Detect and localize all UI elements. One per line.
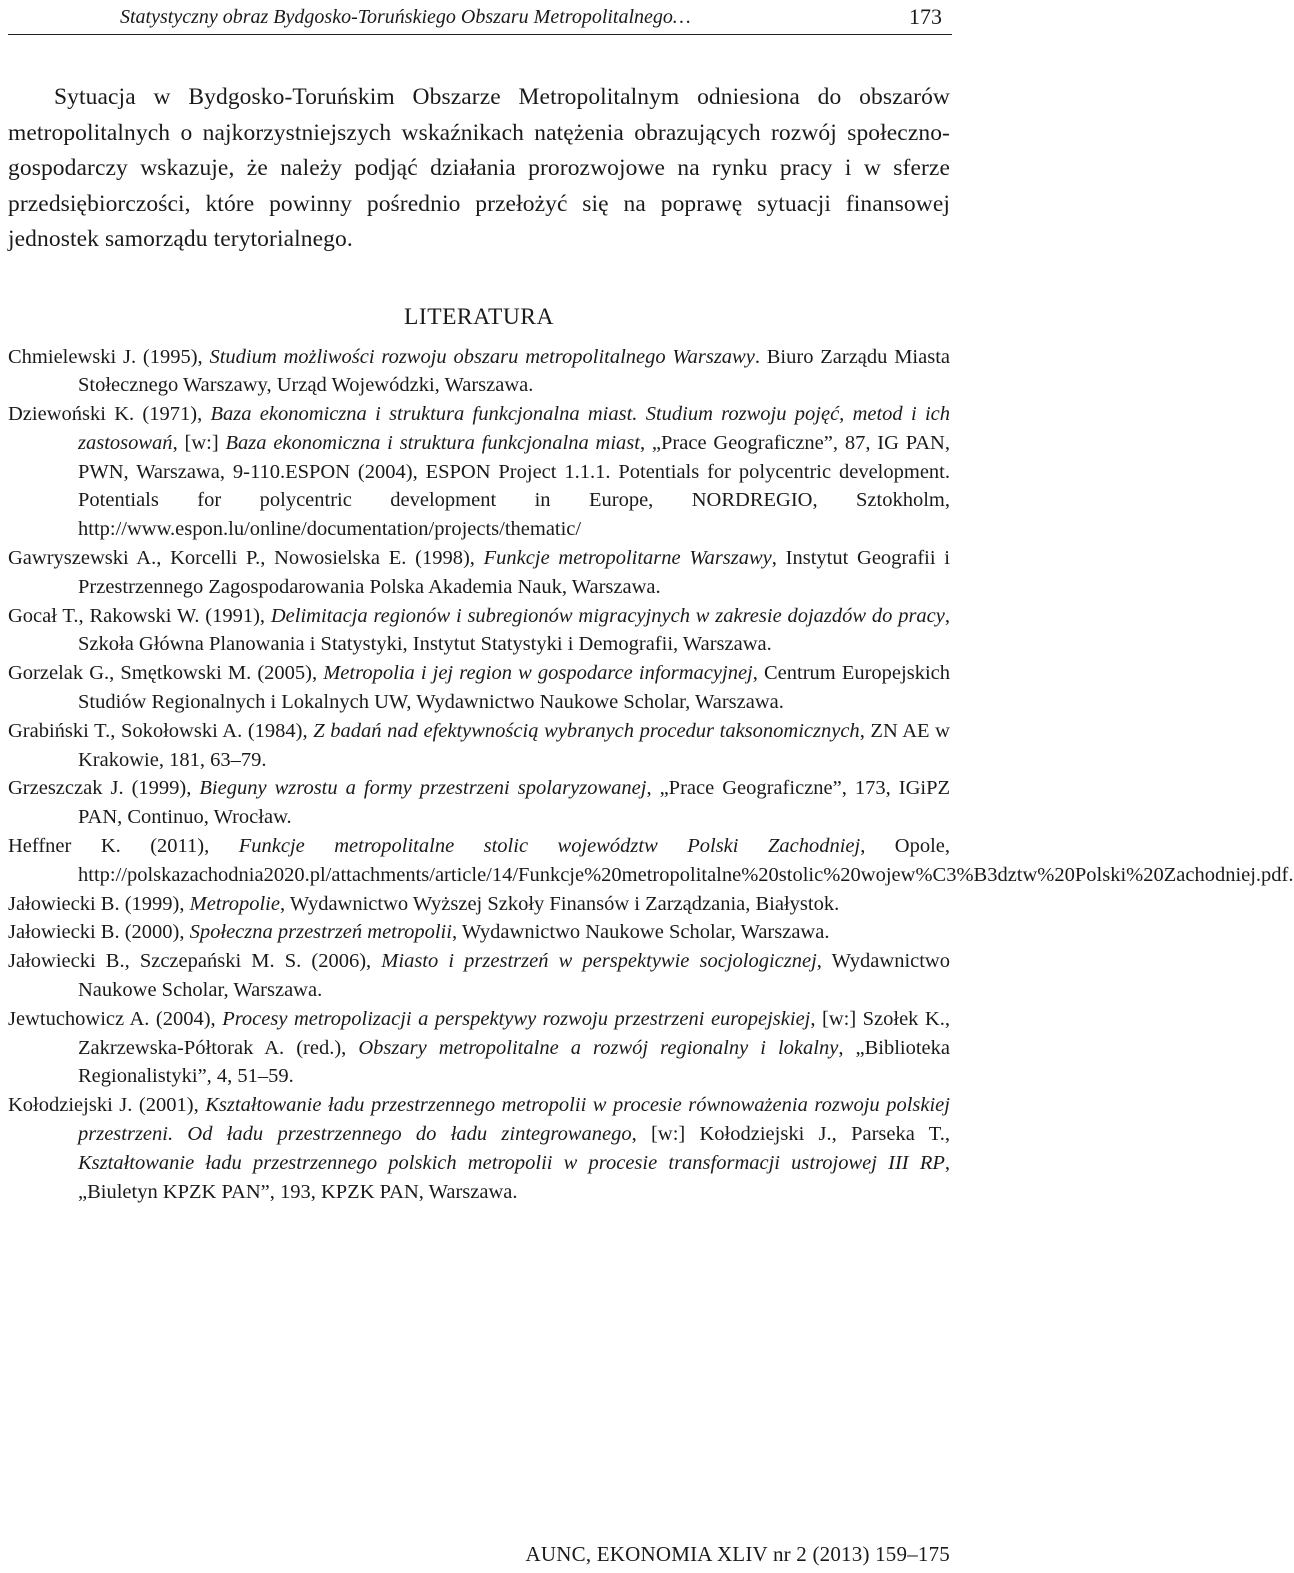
reference-item: Dziewoński K. (1971), Baza ekonomiczna i struktura funkcjonalna miast. Studium rozwoju pojęć, metod i ich zastosowań, [w:] Baza ekonomiczna i struktura funkcjonalna miast, „Prace Geograficzne”, 87, IG PAN, PWN, Warszawa, 9-110.ESPON (2004), ESPON Project 1.1.1. Potentials for polycentric development. Potentials for polycentric development in Europe, NORDREGIO, Sztokholm, http://www.espon.lu/online/documentation/projects/thematic/ <box>8 403 950 541</box>
reference-item: Jewtuchowicz A. (2004), Procesy metropolizacji a perspektywy rozwoju przestrzeni europejskiej, [w:] Szołek K., Zakrzewska-Półtorak A. (red.), Obszary metropolitalne a rozwój regionalny i lokalny, „Biblioteka Regionalistyki”, 4, 51–59. <box>8 1007 950 1088</box>
journal-footer: AUNC, EKONOMIA XLIV nr 2 (2013) 159–175 <box>525 1542 950 1566</box>
reference-item: Jałowiecki B. (2000), Społeczna przestrzeń metropolii, Wydawnictwo Naukowe Scholar, Warszawa. <box>8 921 830 944</box>
reference-item: Gocał T., Rakowski W. (1991), Delimitacja regionów i subregionów migracyjnych w zakresie dojazdów do pracy, Szkoła Główna Planowania i Statystyki, Instytut Statystyki i Demografii, Warszawa. <box>8 604 950 656</box>
body-paragraph: Sytuacja w Bydgosko-Toruńskim Obszarze Metropolitalnym odniesiona do obszarów metropolitalnych o najkorzystniejszych wskaźnikach natężenia obrazujących rozwój społeczno-gospodarczy wskazuje, że należy podjąć działania prorozwojowe na rynku pracy i w sferze przedsiębiorczości, które powinny pośrednio przełożyć się na poprawę sytuacji finansowej jednostek samorządu terytorialnego. <box>8 84 950 252</box>
page-number: 173 <box>909 4 942 29</box>
reference-item: Gorzelak G., Smętkowski M. (2005), Metropolia i jej region w gospodarce informacyjnej, Centrum Europejskich Studiów Regionalnych i Lokalnych UW, Wydawnictwo Naukowe Scholar, Warszawa. <box>8 662 950 714</box>
running-title: Statystyczny obraz Bydgosko-Toruńskiego Obszaru Metropolitalnego… <box>120 5 691 28</box>
reference-list <box>8 343 1294 1207</box>
reference-item: Kołodziejski J. (2001), Kształtowanie ładu przestrzennego metropolii w procesie równoważenia rozwoju polskiej przestrzeni. Od ładu przestrzennego do ładu zintegrowanego, [w:] Kołodziejski J., Parseka T., Kształtowanie ładu przestrzennego polskich metropolii w procesie transformacji ustrojowej III RP, „Biuletyn KPZK PAN”, 193, KPZK PAN, Warszawa. <box>8 1094 950 1203</box>
page-header <box>8 0 952 35</box>
reference-item: Grzeszczak J. (1999), Bieguny wzrostu a formy przestrzeni spolaryzowanej, „Prace Geograficzne”, 173, IGiPZ PAN, Continuo, Wrocław. <box>8 777 950 829</box>
reference-item: Jałowiecki B., Szczepański M. S. (2006), Miasto i przestrzeń w perspektywie socjologicznej, Wydawnictwo Naukowe Scholar, Warszawa. <box>8 950 950 1002</box>
reference-item: Chmielewski J. (1995), Studium możliwości rozwoju obszaru metropolitalnego Warszawy. Biuro Zarządu Miasta Stołecznego Warszawy, Urząd Wojewódzki, Warszawa. <box>8 345 950 397</box>
literature-heading: LITERATURA <box>404 303 554 330</box>
reference-item: Gawryszewski A., Korcelli P., Nowosielska E. (1998), Funkcje metropolitarne Warszawy, Instytut Geografii i Przestrzennego Zagospodarowania Polska Akademia Nauk, Warszawa. <box>8 547 951 598</box>
page-body <box>8 80 1294 1206</box>
reference-item: Grabiński T., Sokołowski A. (1984), Z badań nad efektywnością wybranych procedur taksonomicznych, ZN AE w Krakowie, 181, 63–79. <box>8 719 950 771</box>
reference-item: Heffner K. (2011), Funkcje metropolitalne stolic województw Polski Zachodniej, Opole, http://polskazachodnia2020.pl/attachments/article/14/Funkcje%20metropolitalne%20stolic%20wojew%C3%B3dztw%20Polski%20Zachodniej.pdf. <box>8 835 1294 886</box>
reference-item: Jałowiecki B. (1999), Metropolie, Wydawnictwo Wyższej Szkoły Finansów i Zarządzania, Białystok. <box>8 892 840 915</box>
